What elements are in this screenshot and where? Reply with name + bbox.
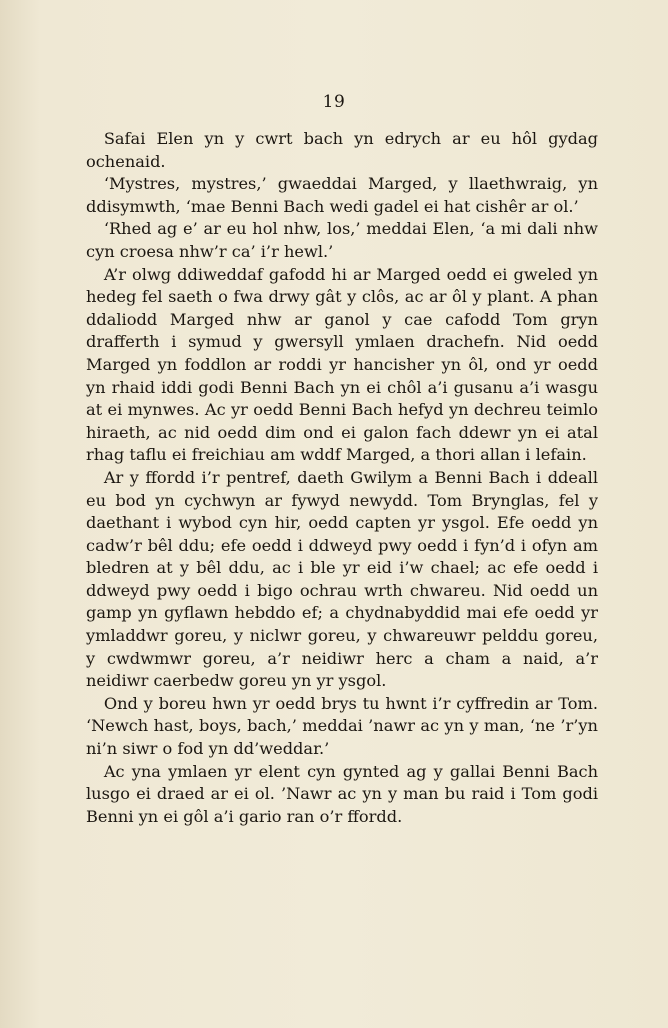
paragraph-1: Safai Elen yn y cwrt bach yn edrych ar eu hôl gydag ochenaid.: [86, 129, 598, 171]
paragraph-4: A’r olwg ddiweddaf gafodd hi ar Marged oedd ei gweled yn hedeg fel saeth o fwa drwy gât y clôs, ac ar ôl y plant. A phan ddaliodd Marged nhw ar ganol y cae cafodd Tom gryn drafferth i symud y gwersyll ymlaen drachefn. Nid oedd Marged yn foddlon ar roddi yr hancisher yn ôl, ond yr oedd yn rhaid iddi godi Benni Bach yn ei chôl a’i gusanu a’i wasgu at ei mynwes. Ac yr oedd Benni Bach hefyd yn dechreu teimlo hiraeth, ac nid oedd dim ond ei galon fach ddewr yn ei atal rhag taflu ei freichiau am wddf Marged, a thori allan i lefain.: [86, 264, 598, 465]
paragraph-6: Ond y boreu hwn yr oedd brys tu hwnt i’r cyffredin ar Tom. ‘Newch hast, boys, bach,’ meddai ’nawr ac yn y man, ‘ne ’r’yn ni’n siwr o fod yn dd’weddar.’: [86, 693, 598, 759]
paragraph-5: Ar y ffordd i’r pentref, daeth Gwilym a Benni Bach i ddeall eu bod yn cychwyn ar fywyd newydd. Tom Brynglas, fel y daethant i wybod cyn hir, oedd capten yr ysgol. Efe oedd yn cadw’r bêl ddu; efe oedd i ddweyd pwy oedd i fyn’d i ofyn am bledren at y bêl ddu, ac i ble yr eid i’w chael; ac efe oedd i ddweyd pwy oedd i bigo ochrau wrth chwareu. Nid oedd un gamp yn gyflawn hebddo ef; a chydnabyddid mai efe oedd yr ymladdwr goreu, y niclwr goreu, y chwareuwr pelddu goreu, y cwdwmwr goreu, a’r neidiwr herc a cham a naid, a’r neidiwr caerbedw goreu yn yr ysgol.: [86, 467, 598, 691]
text-block: [86, 128, 598, 828]
paragraph-3: ‘Rhed ag e’ ar eu hol nhw, los,’ meddai Elen, ‘a mi dali nhw cyn croesa nhw’r ca’ i’r hewl.’: [86, 219, 598, 261]
paragraph-2: ‘Mystres, mystres,’ gwaeddai Marged, y llaethwraig, yn ddisymwth, ‘mae Benni Bach wedi gadel ei hat cishêr ar ol.’: [86, 174, 598, 216]
page-number: 19: [322, 92, 346, 112]
paragraph-7: Ac yna ymlaen yr elent cyn gynted ag y gallai Benni Bach lusgo ei draed ar ei ol. ’Nawr ac yn y man bu raid i Tom godi Benni yn ei gôl a’i gario ran o’r ffordd.: [86, 761, 598, 826]
